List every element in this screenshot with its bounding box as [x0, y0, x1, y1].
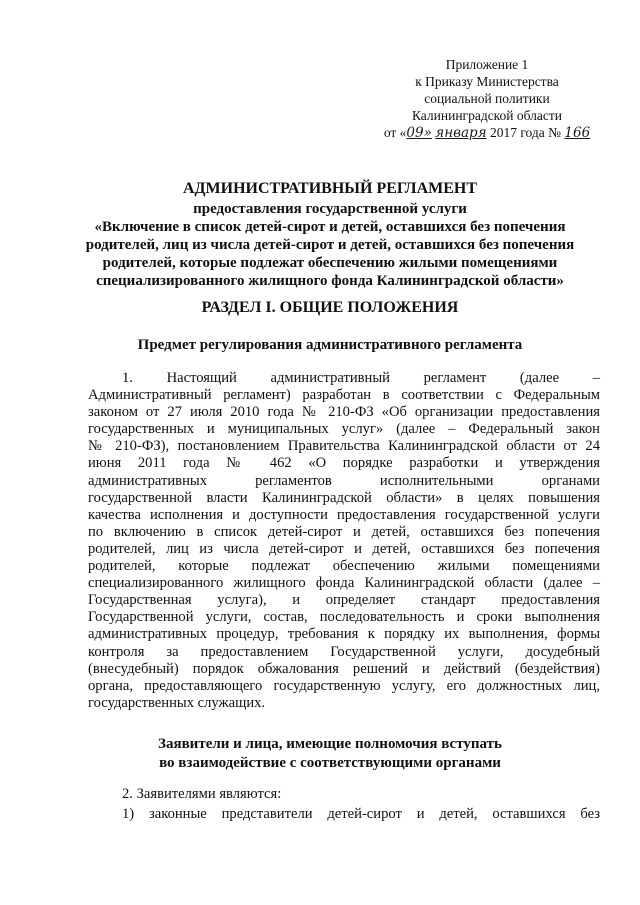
title-line: родителей, которые подлежат обеспечению жилыми помещениями: [102, 255, 558, 271]
paragraph-line: государственной власти Калининградской области» в целях повышения: [88, 489, 600, 506]
applicants-heading: [60, 735, 600, 773]
paragraph-line: государственных служащих.: [88, 694, 266, 711]
paragraph-line: Административный регламент) разработан в соответствии с Федеральным: [88, 387, 600, 404]
annex-line: к Приказу Министерства: [415, 74, 559, 89]
section-heading: РАЗДЕЛ I. ОБЩИЕ ПОЛОЖЕНИЯ: [201, 299, 459, 316]
title-line: специализированного жилищного фонда Калининградской области»: [96, 273, 564, 289]
paragraph-line: качества исполнения и доступности предоставления государственной услуги: [88, 506, 600, 523]
paragraph-line: Государственной услуги, состав, последовательность и сроки выполнения: [88, 609, 600, 626]
handwritten-order-number: 166: [564, 125, 591, 141]
annex-block: [352, 56, 622, 142]
title-line: предоставления государственной услуги: [193, 201, 467, 217]
paragraph-line: государственных и муниципальных услуг» (далее – Федеральный закон: [88, 421, 600, 438]
paragraph-line: контроля за предоставлением Государственной услуги, досудебный: [88, 643, 600, 660]
annex-line: социальной политики: [424, 91, 550, 106]
paragraph-line: административных процедур, требования к порядку их выполнения, формы: [88, 626, 600, 643]
annex-line: Приложение 1: [445, 57, 529, 72]
paragraph-line: Государственная услуга), и определяет стандарт предоставления: [88, 592, 600, 609]
paragraph-2-intro: 2. Заявителями являются:: [122, 786, 282, 802]
date-prefix: от «: [383, 125, 407, 140]
title-line: «Включение в список детей-сирот и детей, оставшихся без попечения: [94, 219, 566, 235]
annex-line: Калининградской области: [411, 108, 563, 123]
paragraph-line: по включению в список детей-сирот и детей, оставшихся без попечения: [88, 523, 600, 540]
title-line: родителей, лиц из числа детей-сирот и детей, оставшихся без попечения: [85, 237, 575, 253]
paragraph-line: законом от 27 июля 2010 года № 210-ФЗ «Об организации предоставления: [88, 404, 600, 421]
paragraph-1: [88, 370, 600, 712]
handwritten-month: января: [435, 125, 487, 141]
paragraph-line: 1. Настоящий административный регламент (далее –: [122, 370, 600, 386]
paragraph-line: родителей, которые подлежат обеспечению жилыми помещениями: [88, 558, 600, 575]
document-title: АДМИНИСТРАТИВНЫЙ РЕГЛАМЕНТ: [182, 180, 478, 197]
date-year: 2017 года №: [489, 125, 562, 140]
subject-heading: [60, 336, 600, 355]
paragraph-line: административных регламентов исполнительными органами: [88, 472, 600, 489]
applicants-heading-line: во взаимодействие с соответствующими органами: [159, 755, 501, 771]
paragraph-line: родителей, лиц из числа детей-сирот и детей, оставшихся без попечения: [88, 540, 600, 557]
annex-date-line: [352, 124, 622, 142]
subject-heading-text: Предмет регулирования административного регламента: [137, 337, 523, 353]
applicants-heading-line: Заявители и лица, имеющие полномочия вступать: [158, 736, 502, 752]
paragraph-line: июня 2011 года № 462 «О порядке разработки и утверждения: [88, 455, 600, 472]
paragraph-line: (внесудебный) порядок обжалования решений и действий (бездействия): [88, 660, 600, 677]
paragraph-line: специализированного жилищного фонда Калининградской области (далее –: [88, 575, 600, 592]
regulation-title: [60, 180, 600, 290]
paragraph-line: № 210-ФЗ), постановлением Правительства Калининградской области от 24: [88, 438, 600, 455]
paragraph-line: органа, предоставляющего государственную услугу, его должностных лиц,: [88, 677, 600, 694]
paragraph-2-item-1: 1) законные представители детей-сирот и детей, оставшихся без: [122, 806, 600, 822]
handwritten-day: 09»: [406, 125, 432, 141]
